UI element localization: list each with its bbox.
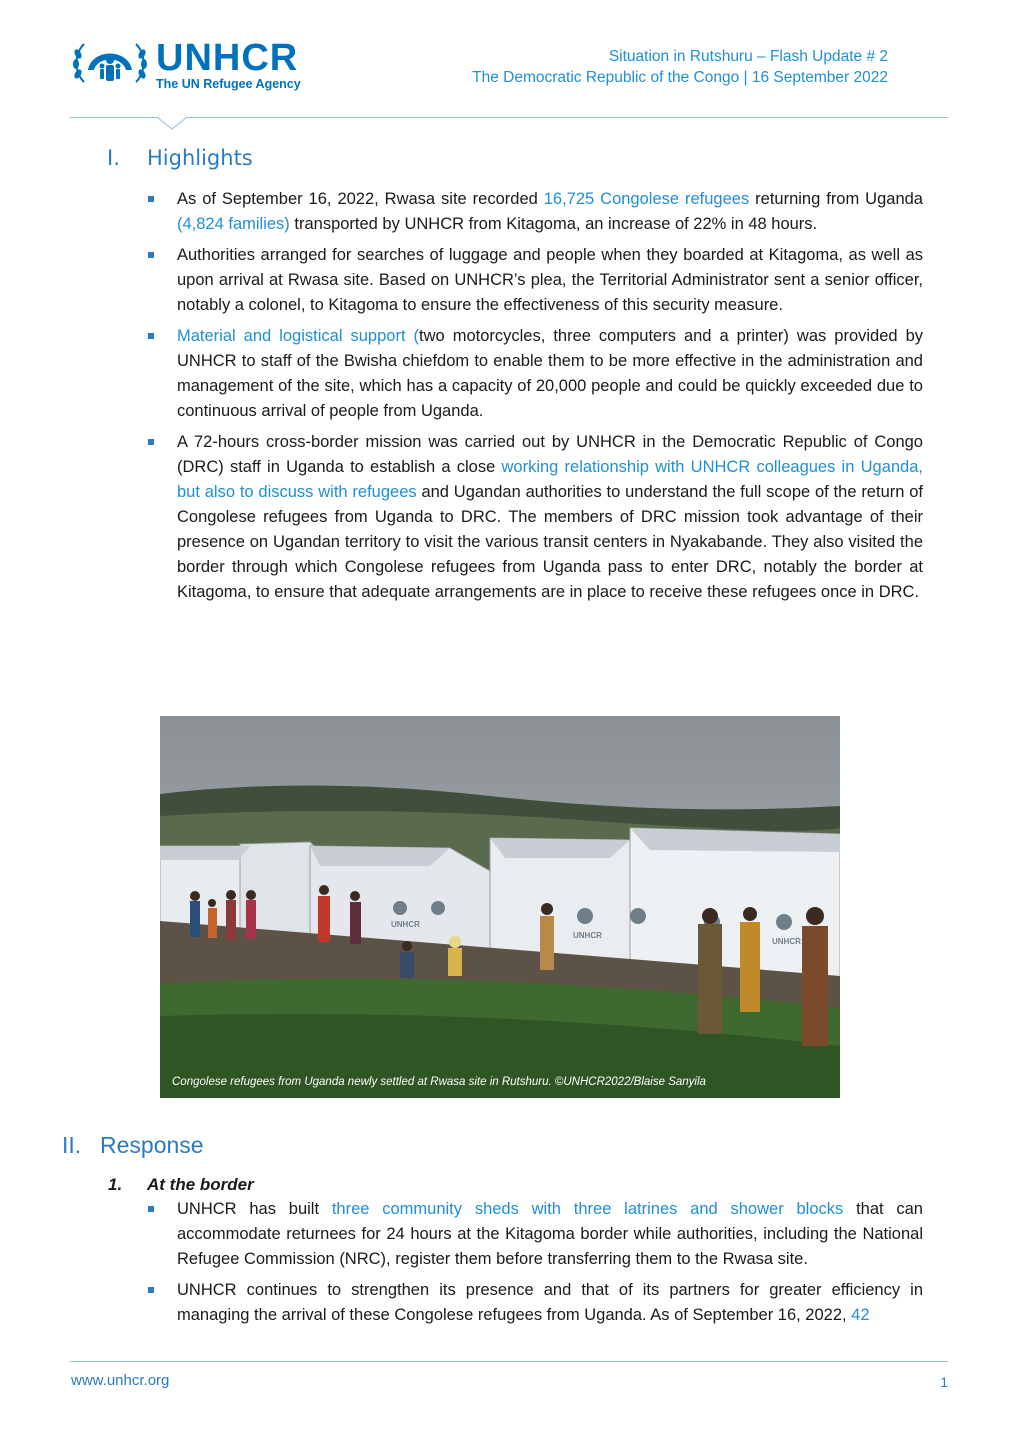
list-item [148,187,923,237]
highlights-list [148,187,923,611]
bullet-text: that can accommodate returnees for 24 hours at the Kitagoma border while authorities, including the National Refugee Commission (NRC), register them before transferring them to the Rwasa site. [177,1200,923,1268]
header-divider [70,117,948,118]
tent-logo-text: UNHCR [573,931,602,940]
list-item [148,1197,923,1272]
footer-divider [70,1361,948,1362]
list-item [148,243,923,318]
photo-illustration [160,716,840,1098]
bullet-square-icon [148,333,154,339]
highlight-text: working relationship with UNHCR colleagues in Uganda, but also to discuss with refugees [177,458,923,501]
section-title: Highlights [147,146,253,170]
highlight-text: three community sheds with three latrines and shower blocks [331,1200,844,1218]
list-item [148,430,923,605]
highlight-text: (4,824 families) [177,215,290,233]
report-header [472,46,888,88]
section-number: I. [107,146,120,170]
subsection-heading-at-the-border [108,1175,254,1195]
subsection-title: At the border [147,1175,254,1194]
refugee-emblem-icon [70,36,150,92]
highlight-text: 16,725 Congolese refugees [543,190,750,208]
bullet-text: UNHCR continues to strengthen its presence and that of its partners for greater efficiency in managing the arrival of these Congolese refugees from Uganda. As of September 16, 2022, [177,1281,923,1324]
bullet-text: A 72-hours cross-border mission was carried out by UNHCR in the Democratic Republic of Congo (DRC) staff in Uganda to establish a close [177,433,923,476]
bullet-text: As of September 16, 2022, Rwasa site recorded [177,190,544,208]
highlight-text: Material and logistical support ( [177,327,420,345]
bullet-text: two motorcycles, three computers and a printer) was provided by UNHCR to staff of the Bwisha chiefdom to enable them to be more effective in the administration and management of the site, which has a capacity of 20,000 people and could be quickly exceeded due to continuous arrival of people from Uganda. [177,327,923,420]
section-number: II. [62,1132,82,1158]
subsection-number: 1. [108,1175,123,1194]
logo-wordmark: UNHCR [156,37,299,79]
list-item [148,1278,923,1328]
section-heading-response [62,1132,204,1159]
bullet-square-icon [148,439,154,445]
bullet-square-icon [148,196,154,202]
footer-url-link[interactable]: www.unhcr.org [71,1372,170,1389]
bullet-text: UNHCR has built [177,1200,332,1218]
bullet-text: returning from Uganda [749,190,923,208]
report-title: Situation in Rutshuru – Flash Update # 2 [608,48,888,65]
refugee-site-photo [160,716,840,1098]
bullet-square-icon [148,1206,154,1212]
tent-logo-text: UNHCR [772,937,801,946]
header-notch [157,117,187,131]
bullet-square-icon [148,1287,154,1293]
response-list [148,1197,923,1334]
report-subtitle: The Democratic Republic of the Congo | 16 September 2022 [472,69,888,86]
bullet-text: and Ugandan authorities to understand the full scope of the return of Congolese refugees from Uganda to DRC. The members of DRC mission took advantage of their presence on Ugandan territory to visit the various transit centers in Nyakabande. They also visited the border through which Congolese refugees from Uganda pass to enter DRC, notably the border at Kitagoma, to ensure that adequate arrangements are in place to receive these refugees once in DRC. [177,483,923,601]
page-number: 1 [940,1374,948,1390]
highlight-text: 42 [851,1306,870,1324]
unhcr-logo [70,36,350,96]
bullet-text: transported by UNHCR from Kitagoma, an increase of 22% in 48 hours. [289,215,818,233]
section-title: Response [100,1132,204,1158]
tent-logo-text: UNHCR [391,920,420,929]
list-item [148,324,923,424]
logo-tagline: The UN Refugee Agency [156,77,301,91]
bullet-square-icon [148,252,154,258]
bullet-text: Authorities arranged for searches of luggage and people when they boarded at Kitagoma, as well as upon arrival at Rwasa site. Based on UNHCR’s plea, the Territorial Administrator sent a senior officer, notably a colonel, to Kitagoma to ensure the effectiveness of this security measure. [177,246,923,314]
section-heading-highlights [107,146,253,170]
photo-caption: Congolese refugees from Uganda newly settled at Rwasa site in Rutshuru. ©UNHCR2022/Blaise Sanyila [172,1076,706,1088]
